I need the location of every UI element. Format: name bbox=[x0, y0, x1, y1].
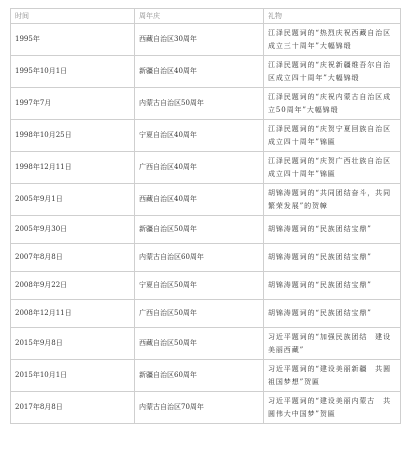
cell-gift: 习近平题词的“加强民族团结 建设美丽西藏” bbox=[264, 328, 401, 360]
cell-time: 2015年9月8日 bbox=[11, 328, 135, 360]
cell-time: 2005年9月30日 bbox=[11, 216, 135, 244]
cell-time: 2007年8月8日 bbox=[11, 244, 135, 272]
cell-gift: 胡锦涛题词的“民族团结宝鼎” bbox=[264, 216, 401, 244]
table-body bbox=[11, 24, 401, 424]
table-row bbox=[11, 152, 401, 184]
cell-gift: 江泽民题词的“庆祝内蒙古自治区成立50周年”大幅锦缎 bbox=[264, 88, 401, 120]
cell-anniversary: 西藏自治区40周年 bbox=[135, 184, 264, 216]
table-row bbox=[11, 272, 401, 300]
header-time: 时间 bbox=[11, 9, 135, 24]
cell-gift: 习近平题词的“建设美丽新疆 共圆祖国梦想”贺匾 bbox=[264, 360, 401, 392]
cell-time: 1998年10月25日 bbox=[11, 120, 135, 152]
table-row bbox=[11, 216, 401, 244]
table-row bbox=[11, 88, 401, 120]
cell-time: 1995年 bbox=[11, 24, 135, 56]
cell-gift: 胡锦涛题词的“民族团结宝鼎” bbox=[264, 244, 401, 272]
cell-anniversary: 新疆自治区50周年 bbox=[135, 216, 264, 244]
cell-gift: 江泽民题词的“庆贺广西壮族自治区成立四十周年”锦匾 bbox=[264, 152, 401, 184]
table-row bbox=[11, 120, 401, 152]
cell-anniversary: 宁夏自治区40周年 bbox=[135, 120, 264, 152]
table-row bbox=[11, 24, 401, 56]
cell-time: 1997年7月 bbox=[11, 88, 135, 120]
table-row bbox=[11, 328, 401, 360]
cell-anniversary: 西藏自治区50周年 bbox=[135, 328, 264, 360]
anniversary-gifts-table bbox=[10, 8, 401, 424]
cell-gift: 江泽民题词的“庆贺宁夏回族自治区成立四十周年”锦匾 bbox=[264, 120, 401, 152]
table-row bbox=[11, 184, 401, 216]
cell-time: 1998年12月11日 bbox=[11, 152, 135, 184]
cell-anniversary: 内蒙古自治区50周年 bbox=[135, 88, 264, 120]
header-gift: 礼物 bbox=[264, 9, 401, 24]
cell-time: 2008年9月22日 bbox=[11, 272, 135, 300]
cell-anniversary: 广西自治区50周年 bbox=[135, 300, 264, 328]
cell-time: 2015年10月1日 bbox=[11, 360, 135, 392]
cell-gift: 习近平题词的“建设美丽内蒙古 共圆伟大中国梦”贺匾 bbox=[264, 392, 401, 424]
cell-time: 2008年12月11日 bbox=[11, 300, 135, 328]
table-row bbox=[11, 56, 401, 88]
cell-gift: 胡锦涛题词的“共同团结奋斗，共同繁荣发展”的贺幛 bbox=[264, 184, 401, 216]
header-row bbox=[11, 9, 401, 24]
cell-time: 1995年10月1日 bbox=[11, 56, 135, 88]
table-row bbox=[11, 360, 401, 392]
cell-anniversary: 内蒙古自治区60周年 bbox=[135, 244, 264, 272]
cell-gift: 江泽民题词的“庆祝新疆维吾尔自治区成立四十周年”大幅锦缎 bbox=[264, 56, 401, 88]
header-anniversary: 周年庆 bbox=[135, 9, 264, 24]
cell-anniversary: 宁夏自治区50周年 bbox=[135, 272, 264, 300]
table-row bbox=[11, 244, 401, 272]
cell-anniversary: 新疆自治区60周年 bbox=[135, 360, 264, 392]
cell-anniversary: 广西自治区40周年 bbox=[135, 152, 264, 184]
cell-anniversary: 内蒙古自治区70周年 bbox=[135, 392, 264, 424]
cell-anniversary: 西藏自治区30周年 bbox=[135, 24, 264, 56]
cell-gift: 江泽民题词的“热烈庆祝西藏自治区成立三十周年”大幅锦缎 bbox=[264, 24, 401, 56]
cell-time: 2005年9月1日 bbox=[11, 184, 135, 216]
cell-gift: 胡锦涛题词的“民族团结宝鼎” bbox=[264, 272, 401, 300]
cell-gift: 胡锦涛题词的“民族团结宝鼎” bbox=[264, 300, 401, 328]
table-row bbox=[11, 392, 401, 424]
table-row bbox=[11, 300, 401, 328]
cell-time: 2017年8月8日 bbox=[11, 392, 135, 424]
cell-anniversary: 新疆自治区40周年 bbox=[135, 56, 264, 88]
